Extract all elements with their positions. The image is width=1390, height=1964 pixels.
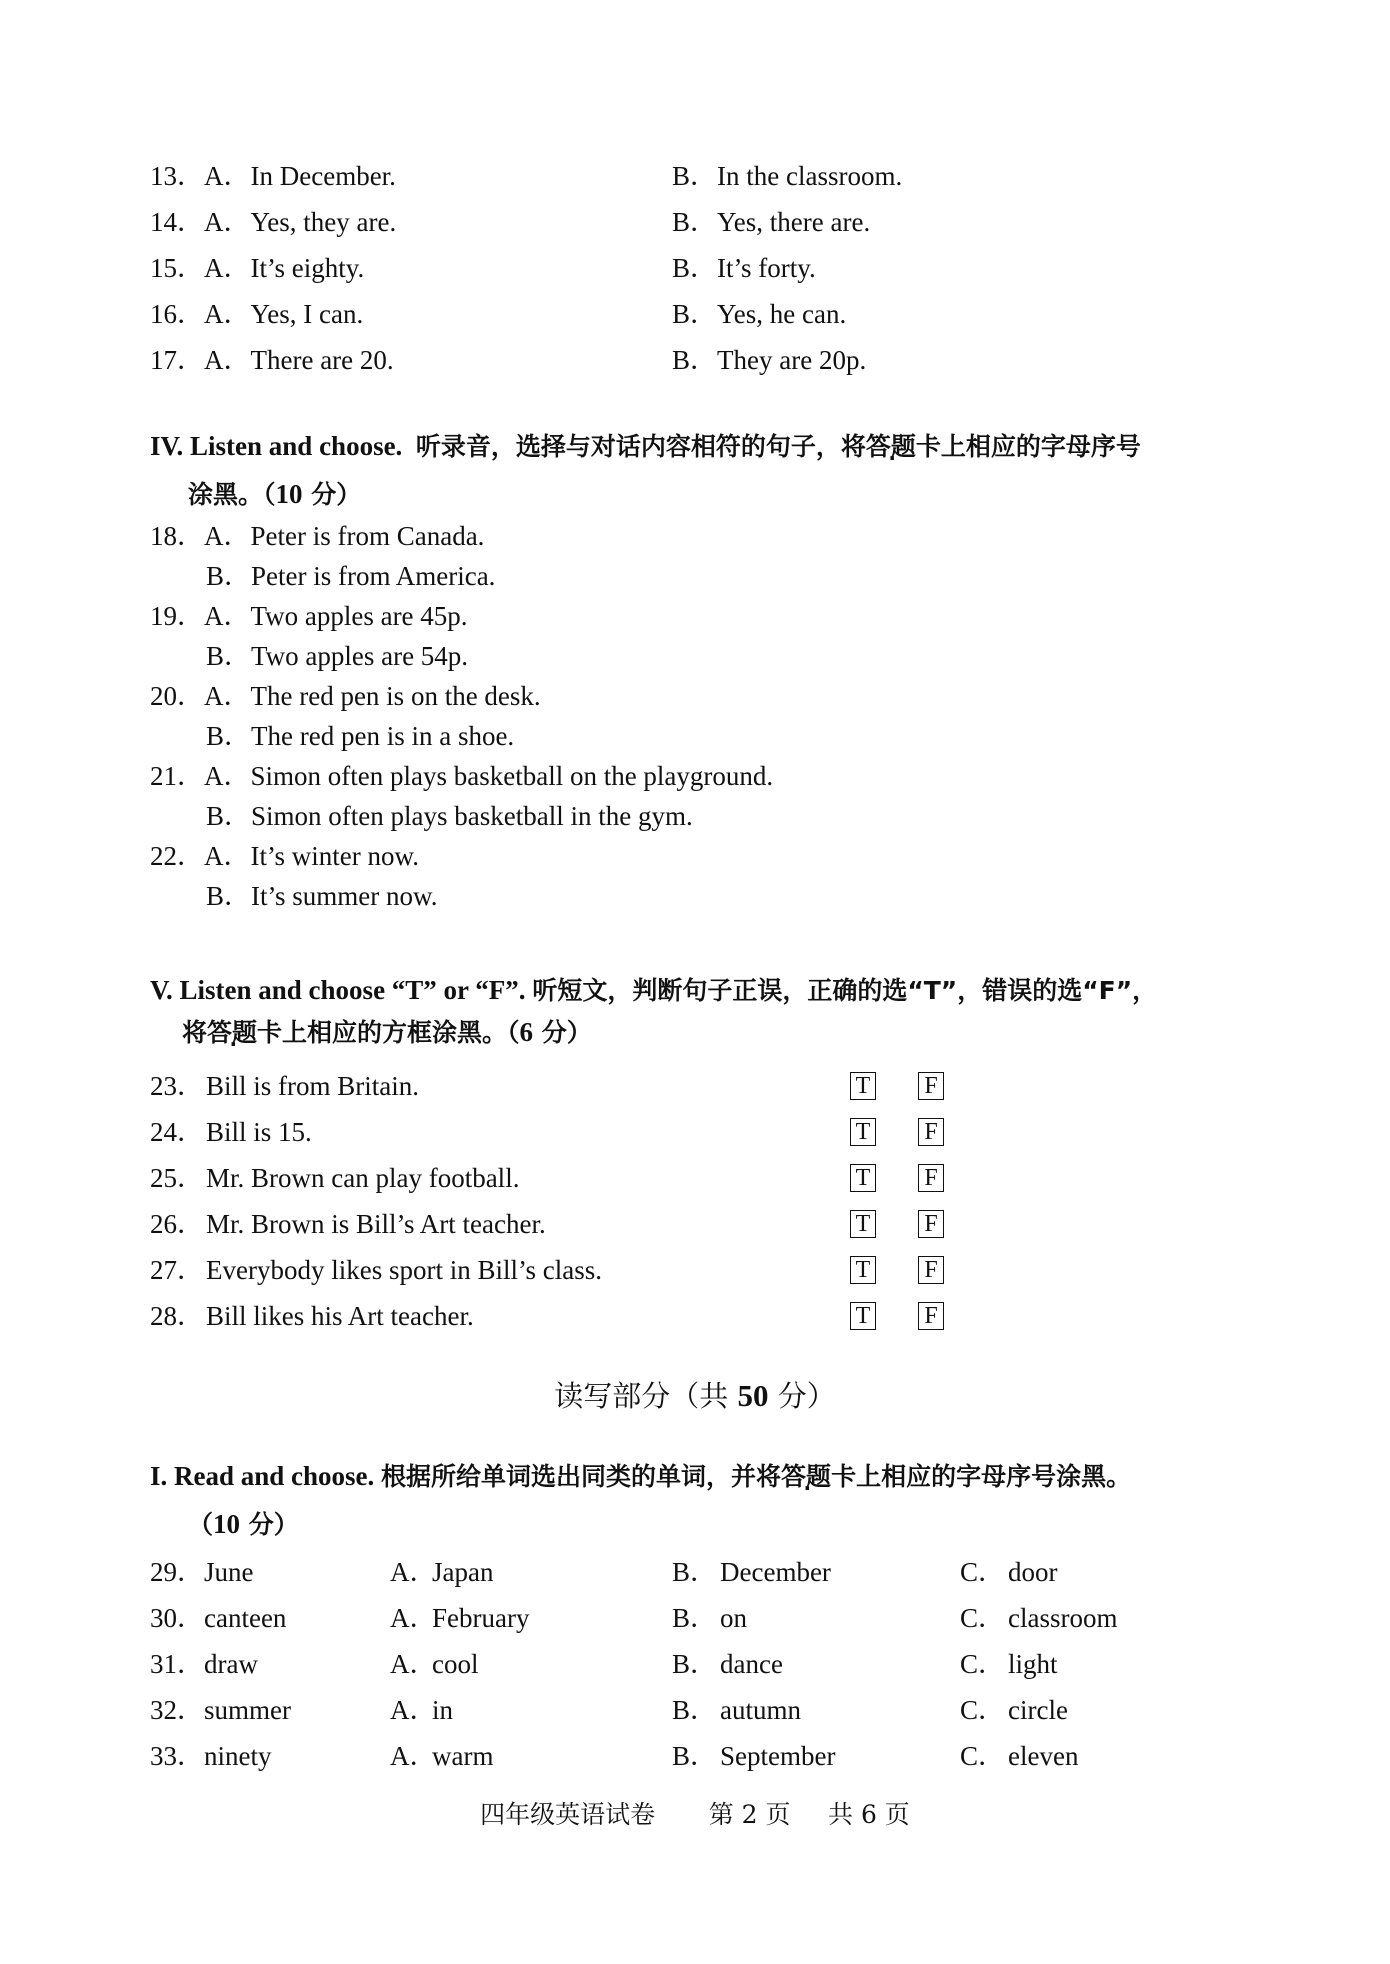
section-4-title-en: IV. Listen and choose. bbox=[150, 431, 403, 461]
option-b: B．They are 20p. bbox=[672, 345, 867, 375]
statement: Everybody likes sport in Bill’s class. bbox=[206, 1255, 602, 1285]
question-29: 29． June A． Japan B． December C． door bbox=[150, 1552, 1250, 1592]
false-box[interactable]: F bbox=[918, 1118, 944, 1146]
question-number: 31． bbox=[150, 1649, 204, 1679]
question-26 bbox=[150, 1204, 970, 1244]
true-box[interactable]: T bbox=[850, 1210, 876, 1238]
option-c: circle bbox=[1008, 1695, 1068, 1725]
given-word: June bbox=[204, 1557, 254, 1587]
question-number: 21． bbox=[150, 761, 204, 791]
given-word: summer bbox=[204, 1695, 291, 1725]
footer-page-total: 共 6 页 bbox=[828, 1800, 910, 1829]
option-c: eleven bbox=[1008, 1741, 1079, 1771]
option-a: warm bbox=[432, 1741, 494, 1771]
option-a: A．Two apples are 45p. bbox=[204, 601, 468, 631]
option-a: February bbox=[432, 1603, 530, 1633]
question-number: 29． bbox=[150, 1557, 204, 1587]
question-number: 18． bbox=[150, 521, 204, 551]
option-a: A．It’s eighty. bbox=[204, 253, 365, 283]
option-b: autumn bbox=[720, 1695, 801, 1725]
option-c: door bbox=[1008, 1557, 1058, 1587]
option-a: A．Peter is from Canada. bbox=[204, 521, 485, 551]
question-number: 19． bbox=[150, 601, 204, 631]
option-b: dance bbox=[720, 1649, 783, 1679]
statement: Bill is 15. bbox=[206, 1117, 312, 1147]
question-number: 27． bbox=[150, 1255, 204, 1285]
question-32: 32． summer A． in B． autumn C． circle bbox=[150, 1690, 1250, 1730]
question-24 bbox=[150, 1112, 970, 1152]
footer-exam-name: 四年级英语试卷 bbox=[480, 1800, 656, 1829]
option-b: on bbox=[720, 1603, 747, 1633]
false-box[interactable]: F bbox=[918, 1210, 944, 1238]
option-b: B．It’s forty. bbox=[672, 253, 816, 283]
question-number: 16． bbox=[150, 299, 204, 329]
rw-section-1-heading-line2: （10 分） bbox=[188, 1509, 299, 1539]
statement: Mr. Brown is Bill’s Art teacher. bbox=[206, 1209, 546, 1239]
option-b: B．The red pen is in a shoe. bbox=[206, 721, 515, 751]
question-number: 25． bbox=[150, 1163, 204, 1193]
given-word: canteen bbox=[204, 1603, 287, 1633]
question-number: 30． bbox=[150, 1603, 204, 1633]
statement: Bill likes his Art teacher. bbox=[206, 1301, 474, 1331]
option-b: B．Peter is from America. bbox=[206, 561, 496, 591]
option-a: A．There are 20. bbox=[204, 345, 394, 375]
question-number: 28． bbox=[150, 1301, 204, 1331]
question-33: 33． ninety A． warm B． September C． eleven bbox=[150, 1736, 1250, 1776]
question-number: 23． bbox=[150, 1071, 204, 1101]
rw-section-1-instruction: 根据所给单词选出同类的单词，并将答题 .卡上相应的字母序号涂黑。 bbox=[381, 1462, 1131, 1491]
question-number: 14． bbox=[150, 207, 204, 237]
question-number: 33． bbox=[150, 1741, 204, 1771]
question-30: 30． canteen A． February B． on C． classroom bbox=[150, 1598, 1250, 1638]
section-5-heading-line2: 将答题 .卡上相应的方框涂黑。（6 分） bbox=[182, 1008, 592, 1057]
option-a: Japan bbox=[432, 1557, 494, 1587]
option-b: B．Yes, he can. bbox=[672, 299, 847, 329]
option-a: A．It’s winter now. bbox=[204, 841, 419, 871]
question-number: 17． bbox=[150, 345, 204, 375]
false-box[interactable]: F bbox=[918, 1256, 944, 1284]
option-b: B．In the classroom. bbox=[672, 161, 903, 191]
option-a: A．Yes, they are. bbox=[204, 207, 397, 237]
question-number: 24． bbox=[150, 1117, 204, 1147]
true-box[interactable]: T bbox=[850, 1256, 876, 1284]
page-footer bbox=[0, 1795, 1390, 1831]
rw-section-1-heading bbox=[150, 1452, 1131, 1501]
section-4-instruction: 听录音，选择与对话内容相符的句子，将答题 .卡上相应的字母序号 bbox=[416, 432, 1141, 461]
true-box[interactable]: T bbox=[850, 1118, 876, 1146]
option-c: classroom bbox=[1008, 1603, 1118, 1633]
question-number: 20． bbox=[150, 681, 204, 711]
option-b: B．It’s summer now. bbox=[206, 881, 438, 911]
option-b: B．Yes, there are. bbox=[672, 207, 871, 237]
false-box[interactable]: F bbox=[918, 1164, 944, 1192]
option-b: September bbox=[720, 1741, 836, 1771]
question-number: 26． bbox=[150, 1209, 204, 1239]
question-number: 15． bbox=[150, 253, 204, 283]
question-number: 13． bbox=[150, 161, 204, 191]
question-23 bbox=[150, 1066, 970, 1106]
false-box[interactable]: F bbox=[918, 1072, 944, 1100]
option-a: A．Yes, I can. bbox=[204, 299, 364, 329]
given-word: draw bbox=[204, 1649, 258, 1679]
option-a: cool bbox=[432, 1649, 479, 1679]
rw-section-1-title-en: I. Read and choose. bbox=[150, 1461, 375, 1491]
section-5-instruction: 听短文，判断句子正误，正确的选“T”，错误的选“F”， bbox=[532, 976, 1158, 1005]
true-box[interactable]: T bbox=[850, 1072, 876, 1100]
false-box[interactable]: F bbox=[918, 1302, 944, 1330]
statement: Bill is from Britain. bbox=[206, 1071, 419, 1101]
option-b: December bbox=[720, 1557, 831, 1587]
reading-writing-title: 读写部分（共 50 分） bbox=[554, 1378, 836, 1413]
section-4-heading bbox=[150, 422, 1141, 471]
option-a: A．The red pen is on the desk. bbox=[204, 681, 541, 711]
option-a: in bbox=[432, 1695, 454, 1725]
section-5-title-en: V. Listen and choose “T” or “F”. bbox=[150, 975, 526, 1005]
footer-page-number: 第 2 页 bbox=[708, 1800, 791, 1829]
option-a: A．In December. bbox=[204, 161, 396, 191]
true-box[interactable]: T bbox=[850, 1164, 876, 1192]
question-28 bbox=[150, 1296, 970, 1336]
option-b: B．Simon often plays basketball in the gym. bbox=[206, 801, 693, 831]
question-25 bbox=[150, 1158, 970, 1198]
section-4-heading-line2: 涂黑。（10 分） bbox=[188, 479, 362, 509]
statement: Mr. Brown can play football. bbox=[206, 1163, 520, 1193]
option-c: light bbox=[1008, 1649, 1058, 1679]
option-a: A．Simon often plays basketball on the playground. bbox=[204, 761, 774, 791]
question-27 bbox=[150, 1250, 970, 1290]
true-box[interactable]: T bbox=[850, 1302, 876, 1330]
given-word: ninety bbox=[204, 1741, 272, 1771]
option-b: B．Two apples are 54p. bbox=[206, 641, 469, 671]
question-31: 31． draw A． cool B． dance C． light bbox=[150, 1644, 1250, 1684]
question-number: 22． bbox=[150, 841, 204, 871]
question-number: 32． bbox=[150, 1695, 204, 1725]
